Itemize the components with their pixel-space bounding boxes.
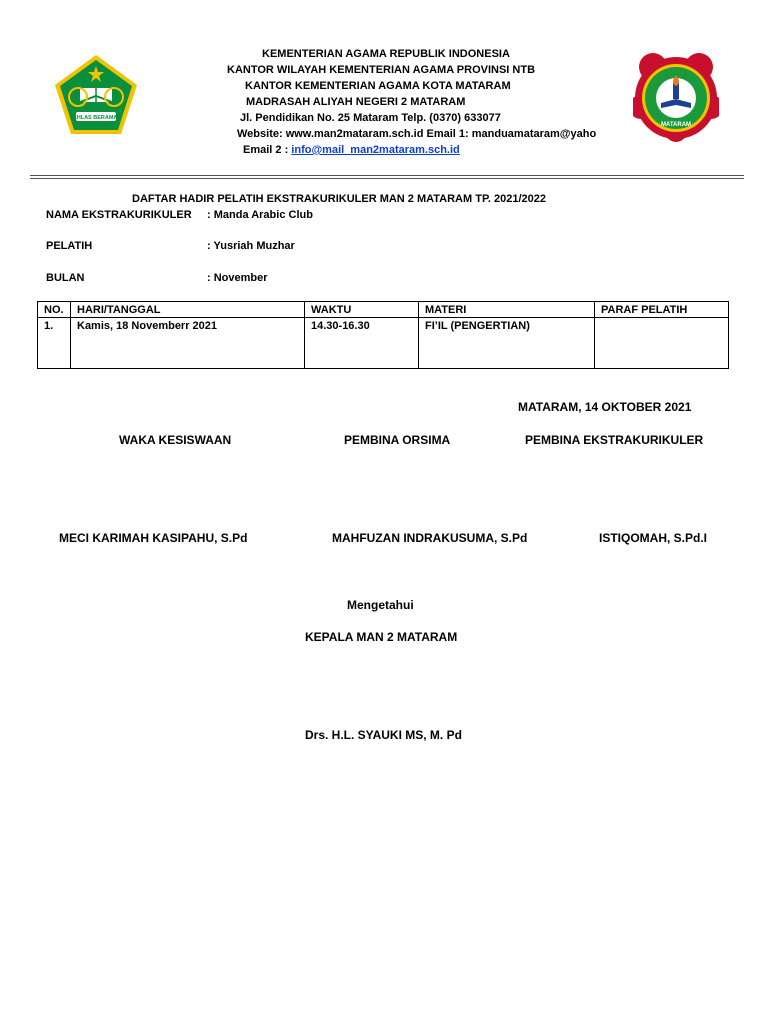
header-regional-office: KANTOR WILAYAH KEMENTERIAN AGAMA PROVINSI NTB [227, 64, 536, 76]
column-header-time: WAKTU [305, 302, 419, 318]
cell-coach-initials [595, 318, 729, 369]
acknowledged-label: Mengetahui [347, 598, 414, 612]
document-title: DAFTAR HADIR PELATIH EKSTRAKURIKULER MAN 2 MATARAM TP. 2021/2022 [132, 193, 546, 205]
field-label-coach: PELATIH [46, 240, 93, 252]
signer-name-ekstrakurikuler: ISTIQOMAH, S.Pd.I [599, 531, 708, 545]
role-pembina-ekstrakurikuler: PEMBINA EKSTRAKURIKULER [525, 433, 704, 447]
role-pembina-orsima: PEMBINA ORSIMA [344, 433, 451, 447]
logo-ring-text: MATARAM [660, 122, 692, 128]
kementerian-agama-logo [52, 52, 140, 138]
header-ministry: KEMENTERIAN AGAMA REPUBLIK INDONESIA [262, 48, 510, 60]
field-value-coach: : Yusriah Muzhar [207, 240, 295, 252]
column-header-no: NO. [38, 302, 71, 318]
header-rule-top [30, 175, 744, 176]
column-header-material: MATERI [419, 302, 595, 318]
table-header-row [38, 302, 729, 318]
signer-name-head: Drs. H.L. SYAUKI MS, M. Pd [305, 728, 462, 742]
column-header-day-date: HARI/TANGGAL [71, 302, 305, 318]
cell-time: 14.30-16.30 [305, 318, 419, 369]
kementerian-agama-emblem-icon [52, 52, 140, 138]
header-email-2 [243, 142, 460, 158]
field-label-month: BULAN [46, 272, 85, 284]
header-school-name: MADRASAH ALIYAH NEGERI 2 MATARAM [246, 96, 466, 108]
header-city-office: KANTOR KEMENTERIAN AGAMA KOTA MATARAM [245, 80, 511, 92]
man-2-mataram-logo [633, 53, 719, 143]
man-2-mataram-emblem-icon [633, 53, 719, 143]
email-2-label: Email 2 : [243, 144, 292, 156]
cell-no: 1. [38, 318, 71, 369]
field-value-month: : November [207, 272, 268, 284]
field-value-extracurricular: : Manda Arabic Club [207, 209, 313, 221]
column-header-coach-initials: PARAF PELATIH [595, 302, 729, 318]
email-2-link[interactable]: info@mail_man2mataram.sch.id [291, 144, 460, 156]
cell-material: FI’IL (PENGERTIAN) [419, 318, 595, 369]
header-address: Jl. Pendidikan No. 25 Mataram Telp. (0370) 633077 [240, 112, 501, 124]
header-rule-bottom [30, 178, 744, 179]
field-label-extracurricular: NAMA EKSTRAKURIKULER [46, 209, 192, 221]
cell-day-date: Kamis, 18 Novemberr 2021 [71, 318, 305, 369]
place-date: MATARAM, 14 OKTOBER 2021 [518, 400, 692, 414]
signer-name-waka: MECI KARIMAH KASIPAHU, S.Pd [59, 531, 248, 545]
signer-name-orsima: MAHFUZAN INDRAKUSUMA, S.Pd [332, 531, 528, 545]
role-head-of-school: KEPALA MAN 2 MATARAM [305, 630, 458, 644]
attendance-table [37, 301, 729, 369]
table-row [38, 318, 729, 369]
role-waka-kesiswaan: WAKA KESISWAAN [119, 433, 232, 447]
logo-ribbon-text: IKHLAS BERAMAL [71, 115, 121, 121]
header-website: Website: www.man2mataram.sch.id Email 1: manduamataram@yaho [237, 128, 597, 140]
